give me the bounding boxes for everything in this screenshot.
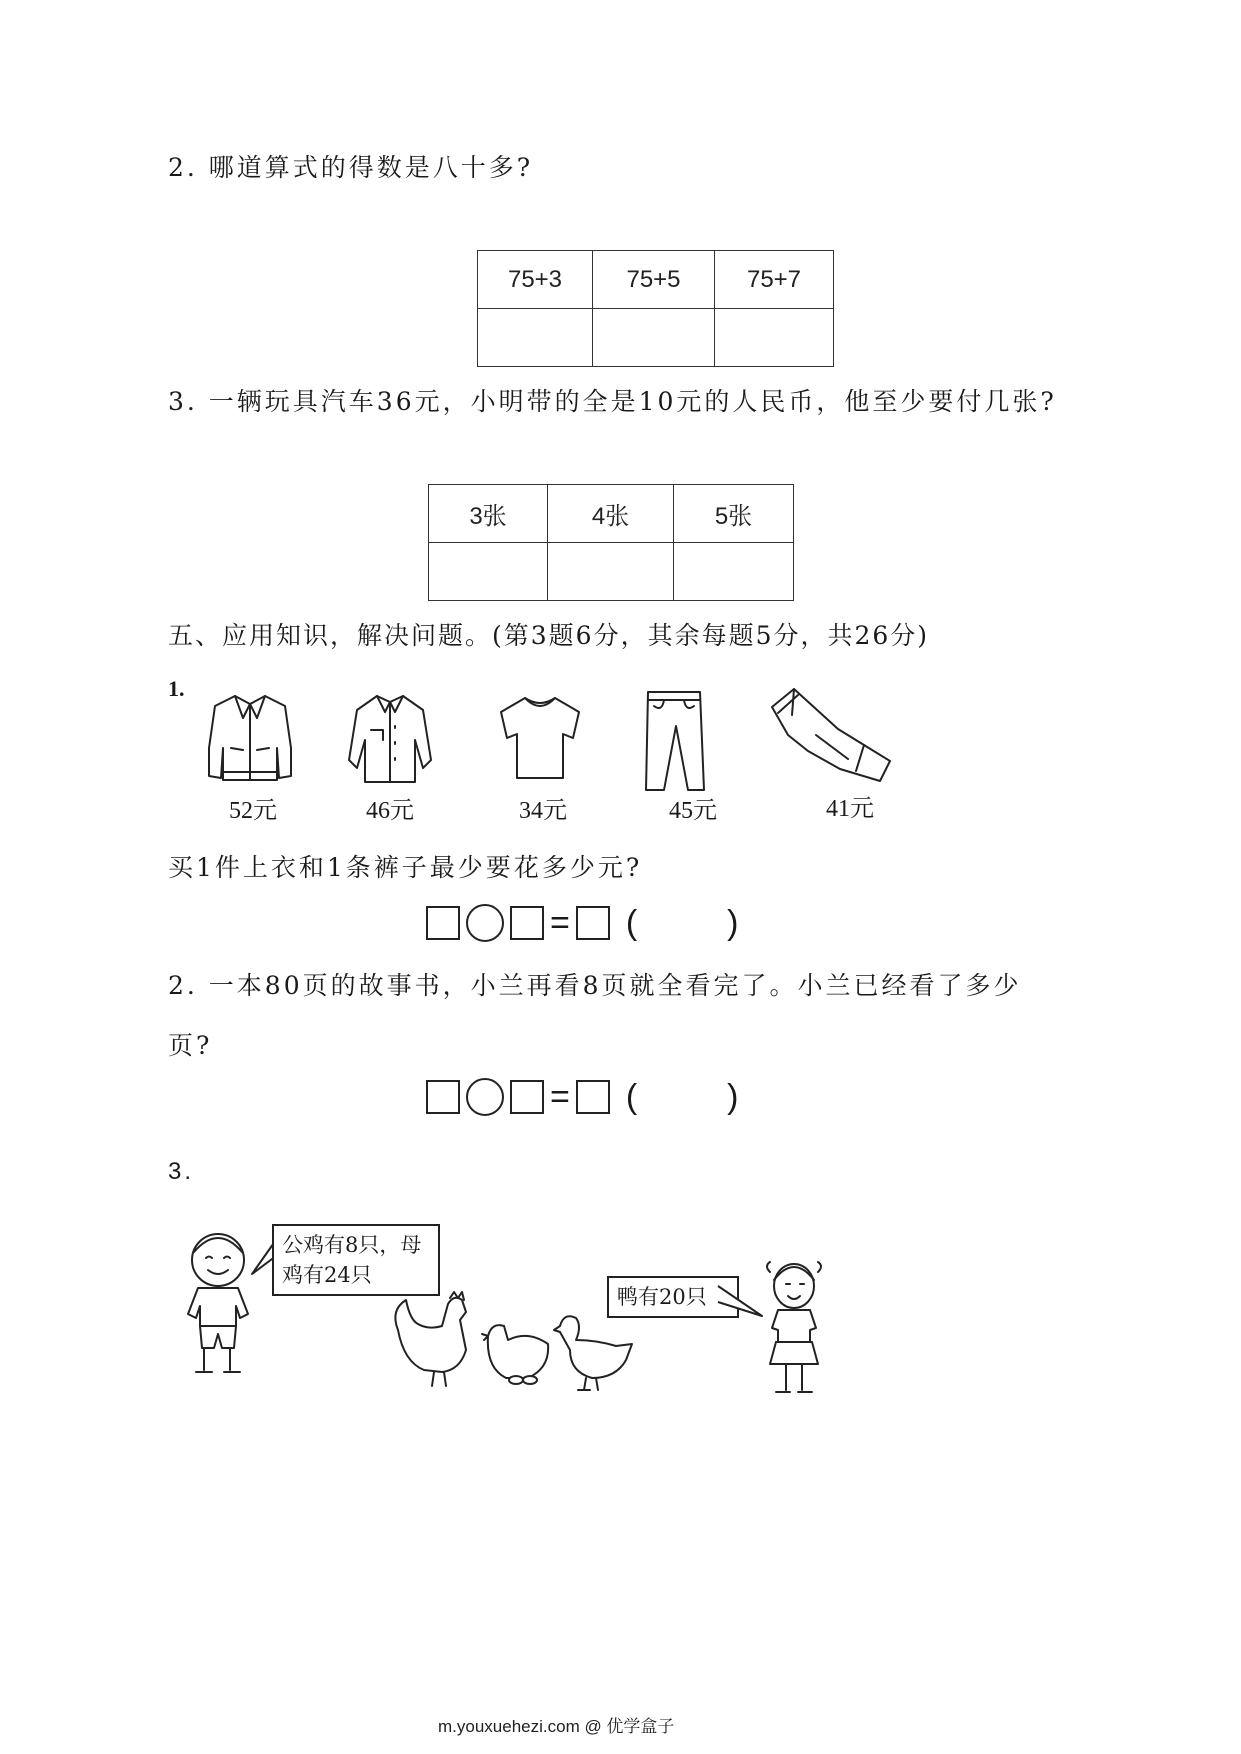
option-cell: 5张 xyxy=(674,485,794,543)
hen-illustration xyxy=(478,1318,554,1384)
bubble-text: 公鸡有8只，母 xyxy=(282,1233,422,1257)
rooster-illustration xyxy=(388,1290,480,1388)
answer-box-operator-circle[interactable] xyxy=(466,904,504,942)
pants-illustration xyxy=(640,686,710,796)
boy-illustration xyxy=(178,1230,258,1380)
equation-template-2 xyxy=(426,1078,767,1116)
answer-cell[interactable] xyxy=(429,543,548,601)
equals-sign: = xyxy=(550,904,570,942)
section-5-heading: 五、应用知识，解决问题。(第3题6分，其余每题5分，共26分) xyxy=(168,621,930,650)
jeans-illustration xyxy=(768,685,893,785)
unit-parentheses[interactable]: ( ) xyxy=(625,904,767,942)
price-label: 45元 xyxy=(669,798,717,824)
answer-cell[interactable] xyxy=(548,543,674,601)
problem-3-number: 3. xyxy=(168,1158,195,1185)
unit-parentheses[interactable]: ( ) xyxy=(625,1078,767,1116)
question-2-text: 2. 哪道算式的得数是八十多? xyxy=(168,153,534,182)
equals-sign: = xyxy=(550,1078,570,1116)
question-2-options-table xyxy=(477,250,834,367)
answer-cell[interactable] xyxy=(715,309,834,367)
girl-illustration xyxy=(760,1258,830,1408)
girl-bubble-tail xyxy=(716,1282,766,1322)
price-label: 46元 xyxy=(366,798,414,824)
bubble-text: 鸭有20只 xyxy=(617,1285,707,1309)
option-cell: 75+7 xyxy=(715,251,834,309)
answer-box-square[interactable] xyxy=(576,906,610,940)
tshirt-illustration xyxy=(495,690,585,785)
problem-1-number: 1. xyxy=(168,676,185,701)
option-cell: 75+3 xyxy=(478,251,593,309)
question-3-options-table xyxy=(428,484,794,601)
price-label: 52元 xyxy=(229,798,277,824)
answer-box-square[interactable] xyxy=(510,1080,544,1114)
option-cell: 75+5 xyxy=(593,251,715,309)
price-label: 34元 xyxy=(519,798,567,824)
jacket-illustration xyxy=(205,688,295,788)
duck-illustration xyxy=(552,1310,636,1392)
boy-speech-bubble xyxy=(272,1224,440,1296)
answer-box-square[interactable] xyxy=(510,906,544,940)
equation-template-1 xyxy=(426,904,767,942)
answer-box-square[interactable] xyxy=(426,1080,460,1114)
answer-cell[interactable] xyxy=(593,309,715,367)
answer-box-square[interactable] xyxy=(576,1080,610,1114)
problem-2-text-line2: 页? xyxy=(168,1031,213,1060)
footer-watermark: m.youxuehezi.com @ 优学盒子 xyxy=(438,1717,675,1736)
answer-box-square[interactable] xyxy=(426,906,460,940)
answer-box-operator-circle[interactable] xyxy=(466,1078,504,1116)
answer-cell[interactable] xyxy=(674,543,794,601)
shirt-illustration xyxy=(345,690,435,790)
problem-2-text-line1: 2. 一本80页的故事书，小兰再看8页就全看完了。小兰已经看了多少 xyxy=(168,971,1022,1000)
question-3-text: 3. 一辆玩具汽车36元，小明带的全是10元的人民币，他至少要付几张? xyxy=(168,387,1057,416)
option-cell: 3张 xyxy=(429,485,548,543)
bubble-text: 鸡有24只 xyxy=(282,1263,372,1287)
option-cell: 4张 xyxy=(548,485,674,543)
price-label: 41元 xyxy=(826,796,874,822)
problem-1-question: 买1件上衣和1条裤子最少要花多少元? xyxy=(168,853,643,882)
answer-cell[interactable] xyxy=(478,309,593,367)
